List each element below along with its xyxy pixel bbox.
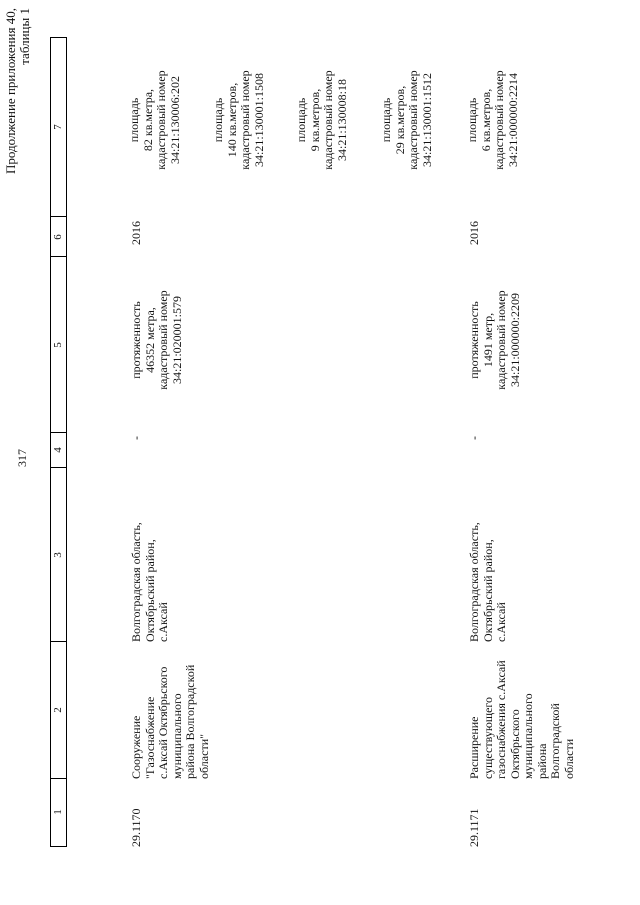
column-header: 2 xyxy=(52,707,64,713)
land-line: 34:21:000000:2214 xyxy=(505,73,520,168)
land-line: 82 кв.метра, xyxy=(140,88,155,152)
column-header: 4 xyxy=(52,447,64,453)
land-line: 34:21:130001:1508 xyxy=(251,73,266,168)
continuation-line-2: таблицы 1 xyxy=(17,8,32,65)
land-line: 140 кв.метров, xyxy=(224,82,239,158)
land-line: 6 кв.метров, xyxy=(478,88,493,152)
row-2-length-line: 1491 метр, xyxy=(480,312,495,368)
row-1-name-line: области" xyxy=(196,733,211,779)
land-line: 34:21:130008:18 xyxy=(334,79,349,162)
row-1-land-2 xyxy=(212,35,266,205)
row-2-name-line: муниципального xyxy=(521,693,535,779)
row-2-land-1 xyxy=(466,35,520,205)
row-2-address-line: Октябрьский район, xyxy=(480,539,495,642)
row-1-land-3 xyxy=(295,35,349,205)
row-2-length-line: кадастровый номер xyxy=(494,290,508,390)
row-2-length xyxy=(468,265,522,415)
row-1-length-line: протяженность xyxy=(129,301,143,379)
header-sep xyxy=(50,256,67,257)
table-top-rule xyxy=(50,37,51,847)
continuation-line-1: Продолжение приложения 40, xyxy=(3,8,18,175)
land-line: площадь xyxy=(127,97,141,143)
row-2-name-line: Волгоградской xyxy=(548,703,562,779)
row-1-land-1 xyxy=(128,35,182,205)
row-1-length xyxy=(130,265,184,415)
land-line: площадь xyxy=(465,97,479,143)
row-2-name-line: существующего xyxy=(480,696,495,779)
column-header: 1 xyxy=(52,809,64,815)
row-1-address xyxy=(130,468,171,642)
continuation-header xyxy=(4,8,32,174)
column-header: 3 xyxy=(52,552,64,558)
land-line: площадь xyxy=(211,97,225,143)
land-line: кадастровый номер xyxy=(321,70,335,170)
land-line: кадастровый номер xyxy=(492,70,506,170)
column-header: 5 xyxy=(52,342,64,348)
row-2-year: 2016 xyxy=(467,221,481,245)
land-line: площадь xyxy=(294,97,308,143)
row-2-address xyxy=(468,468,509,642)
row-2-col4: - xyxy=(467,436,481,440)
header-sep xyxy=(50,467,67,468)
row-1-address-line: Октябрьский район, xyxy=(142,539,157,642)
row-2-length-line: 34:21:000000:2209 xyxy=(507,293,522,388)
row-1-name-line: "Газоснабжение xyxy=(142,696,157,779)
row-1-name xyxy=(130,643,211,779)
row-1-length-line: 46352 метра, xyxy=(142,307,157,373)
row-1-land-4 xyxy=(380,35,434,205)
row-1-address-line: с.Аксай xyxy=(156,602,170,642)
land-line: 34:21:130006:202 xyxy=(167,76,182,165)
row-1-length-line: кадастровый номер xyxy=(156,290,170,390)
header-sep xyxy=(50,778,67,779)
land-line: 34:21:130001:1512 xyxy=(419,73,434,168)
header-bottom-rule xyxy=(66,37,67,847)
header-sep xyxy=(50,846,67,847)
row-2-name xyxy=(468,643,576,779)
row-1-number: 29.1170 xyxy=(129,808,143,847)
header-sep xyxy=(50,432,67,433)
row-1-name-line: с.Аксай Октябрьского xyxy=(156,666,170,779)
row-2-name-line: газоснабжения с.Аксай xyxy=(494,660,508,779)
header-sep xyxy=(50,641,67,642)
land-line: кадастровый номер xyxy=(238,70,252,170)
row-1-address-line: Волгоградская область, xyxy=(129,522,143,642)
row-2-name-line: Октябрьского xyxy=(507,709,522,779)
column-header: 7 xyxy=(52,124,64,130)
land-line: кадастровый номер xyxy=(406,70,420,170)
column-header: 6 xyxy=(52,234,64,240)
land-line: 29 кв.метров, xyxy=(392,85,407,155)
row-1-col4: - xyxy=(129,436,143,440)
row-2-name-line: области xyxy=(561,738,576,779)
page-number: 317 xyxy=(15,449,29,467)
row-2-length-line: протяженность xyxy=(467,301,481,379)
row-2-name-line: района xyxy=(534,743,549,779)
land-line: 9 кв.метров, xyxy=(307,88,322,152)
row-1-name-line: муниципального xyxy=(169,693,184,779)
row-1-year: 2016 xyxy=(129,221,143,245)
row-2-address-line: с.Аксай xyxy=(494,602,508,642)
row-2-number: 29.1171 xyxy=(467,808,481,847)
header-sep xyxy=(50,37,67,38)
header-sep xyxy=(50,216,67,217)
row-1-name-line: района Волгоградской xyxy=(183,664,197,779)
row-2-address-line: Волгоградская область, xyxy=(467,522,481,642)
land-line: площадь xyxy=(379,97,393,143)
row-2-name-line: Расширение xyxy=(467,716,481,779)
land-line: кадастровый номер xyxy=(154,70,168,170)
row-1-name-line: Сооружение xyxy=(129,715,143,779)
row-1-length-line: 34:21:020001:579 xyxy=(169,296,184,385)
